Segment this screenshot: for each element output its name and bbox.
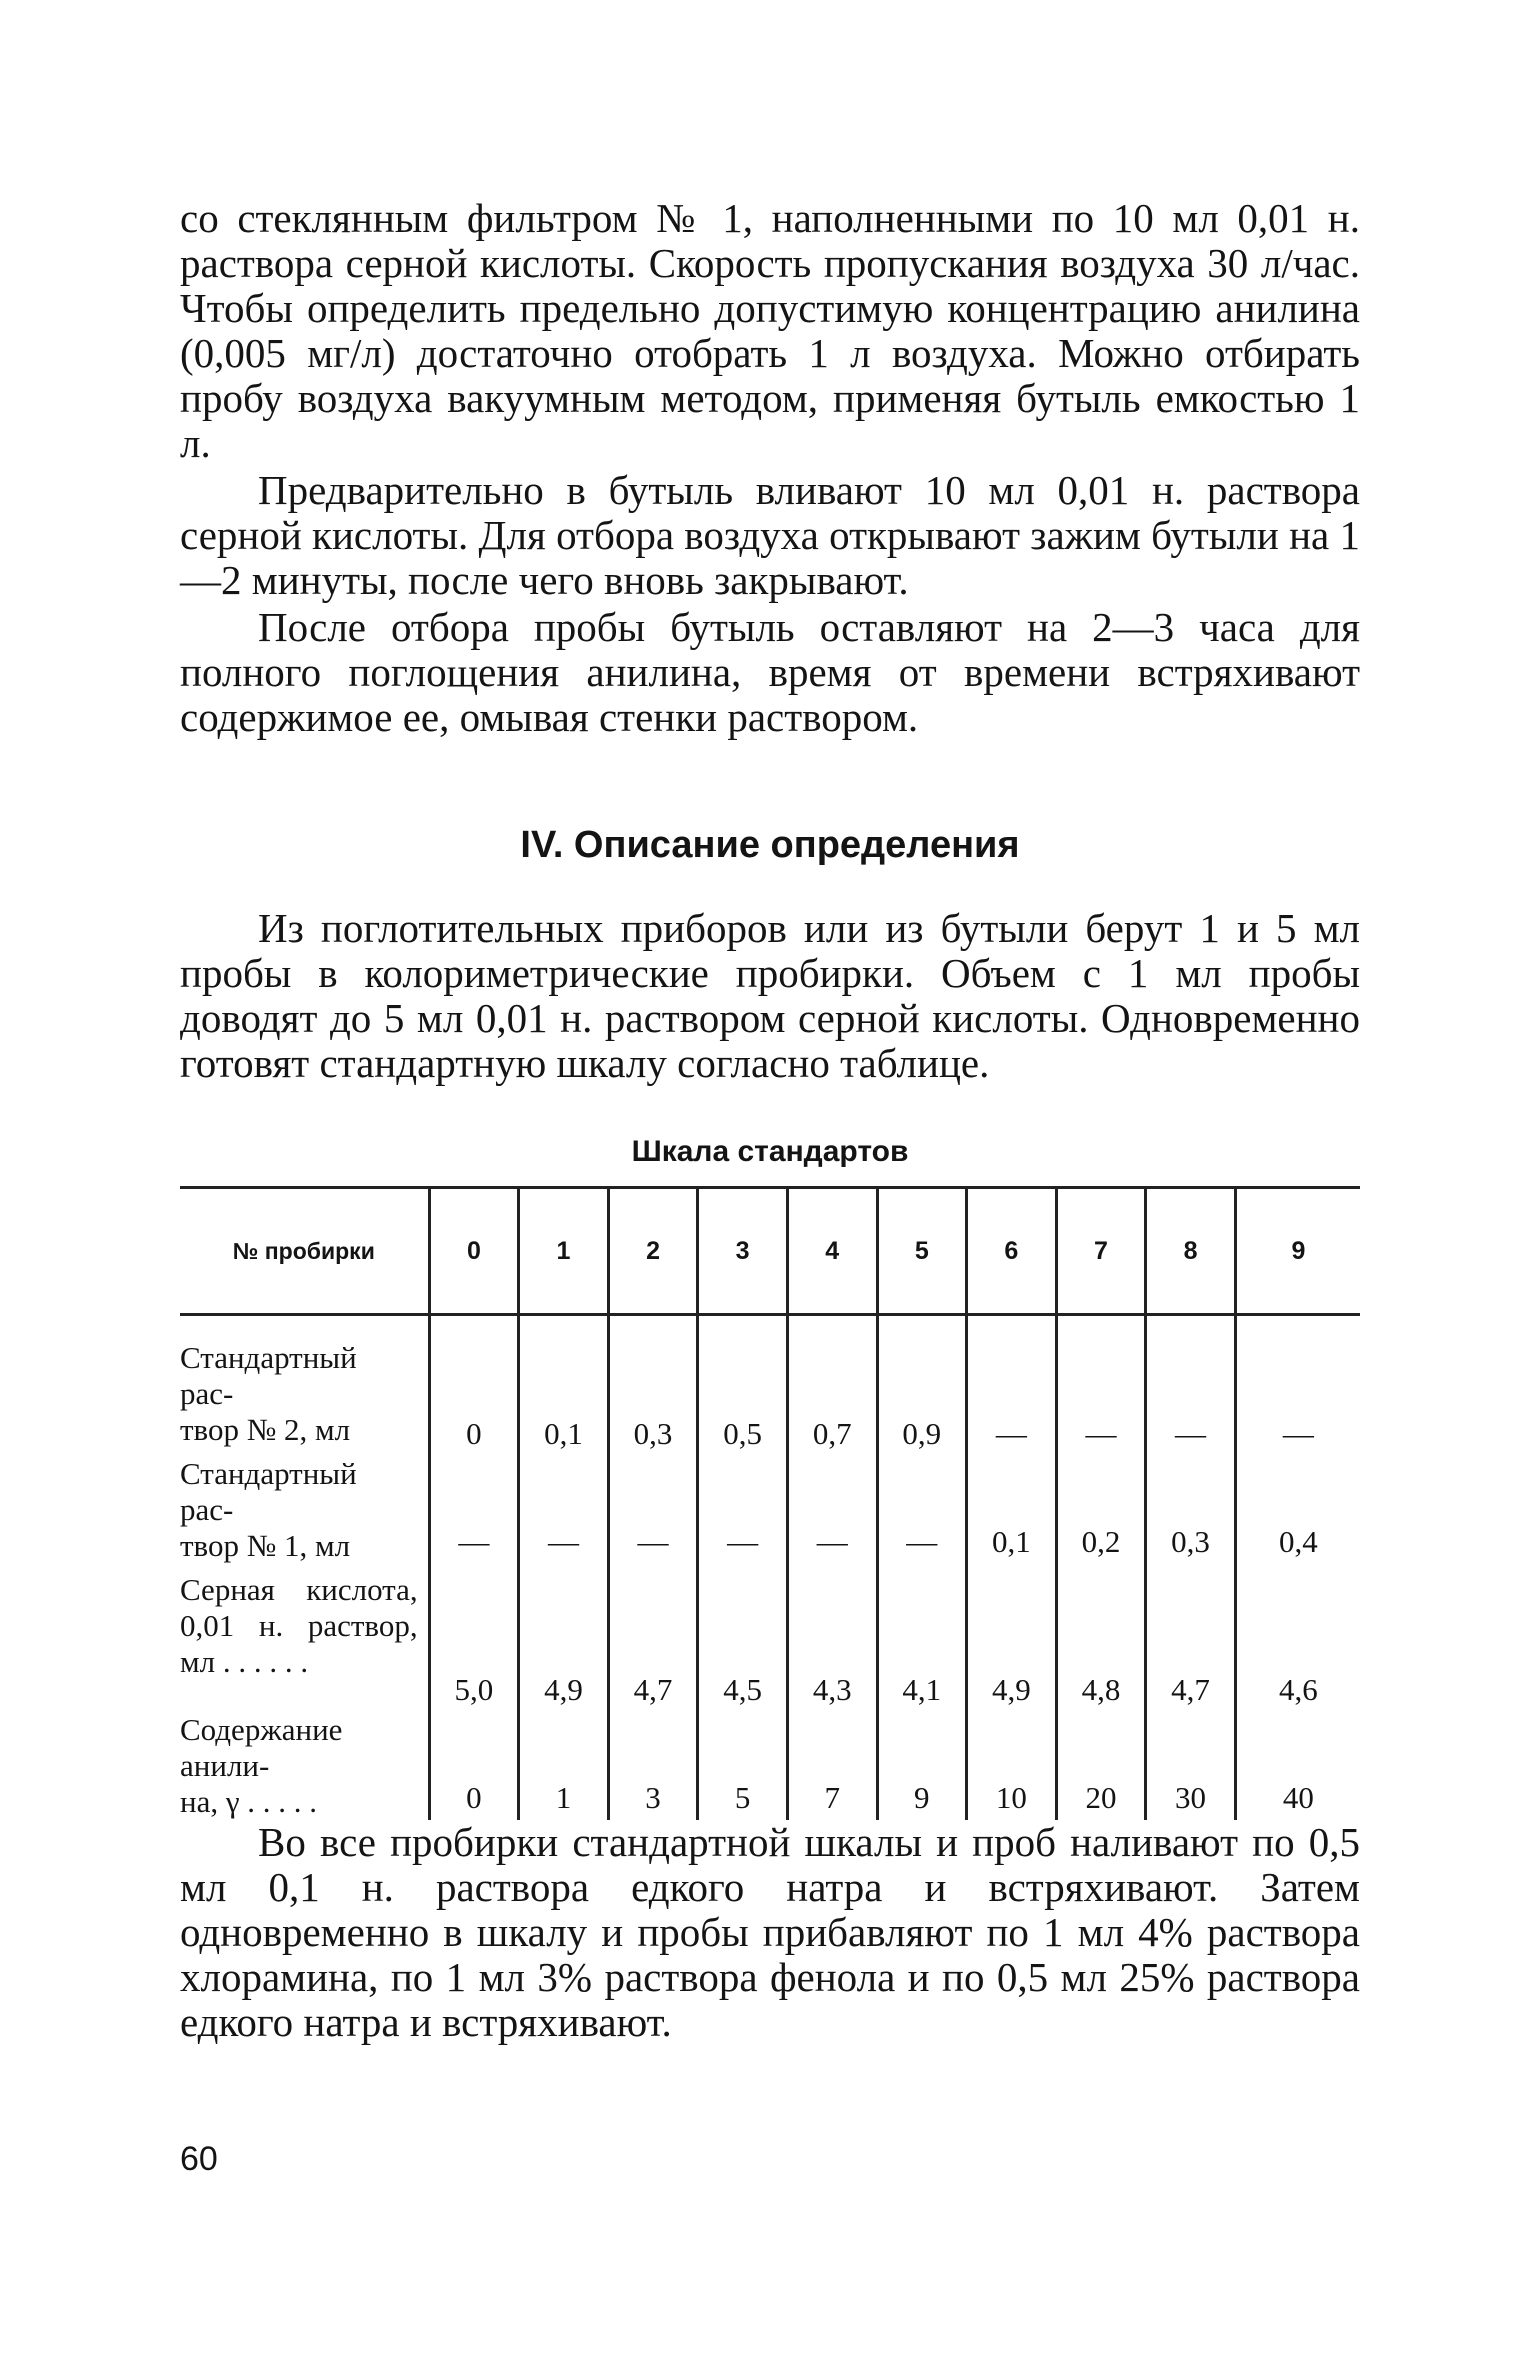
table-cell: 4,7	[1146, 1564, 1236, 1712]
row-label	[180, 1564, 429, 1712]
row-label	[180, 1456, 429, 1564]
table-cell: 0,2	[1056, 1456, 1146, 1564]
table-row	[180, 1315, 1360, 1457]
table-cell: 4,9	[967, 1564, 1057, 1712]
header-col-6: 6	[967, 1188, 1057, 1315]
table-cell: —	[608, 1456, 698, 1564]
table-cell: 0,1	[967, 1456, 1057, 1564]
table-cell: 0,3	[1146, 1456, 1236, 1564]
header-col-5: 5	[877, 1188, 967, 1315]
table-header-row	[180, 1188, 1360, 1315]
header-col-2: 2	[608, 1188, 698, 1315]
table-cell: 5	[698, 1712, 788, 1820]
page-number: 60	[180, 2140, 218, 2178]
header-col-9: 9	[1235, 1188, 1360, 1315]
table-cell: 30	[1146, 1712, 1236, 1820]
table-cell: 4,3	[787, 1564, 877, 1712]
standards-table	[180, 1186, 1360, 1820]
row-label-line: 0,01 н. раствор,	[180, 1608, 418, 1643]
procedure-text	[180, 1820, 1360, 2047]
table-row	[180, 1712, 1360, 1820]
table-cell: 0,5	[698, 1315, 788, 1457]
table-cell: 40	[1235, 1712, 1360, 1820]
table-cell: 4,6	[1235, 1564, 1360, 1712]
table-cell: —	[519, 1456, 609, 1564]
table-row	[180, 1456, 1360, 1564]
table-cell: 0,7	[787, 1315, 877, 1457]
table-cell: —	[1146, 1315, 1236, 1457]
table-body	[180, 1315, 1360, 1821]
table-caption: Шкала стандартов	[631, 1135, 909, 1168]
table-cell: 20	[1056, 1712, 1146, 1820]
table-cell: 4,9	[519, 1564, 609, 1712]
table-cell: 9	[877, 1712, 967, 1820]
row-label-line: твор № 2, мл	[180, 1412, 351, 1447]
table-cell: 4,1	[877, 1564, 967, 1712]
table-cell: 0	[429, 1712, 519, 1820]
table-cell: 3	[608, 1712, 698, 1820]
row-label-line: мл . . . . . .	[180, 1644, 309, 1679]
table-cell: 5,0	[429, 1564, 519, 1712]
header-label: № пробирки	[180, 1188, 429, 1315]
table-cell: 0,4	[1235, 1456, 1360, 1564]
table-cell: 1	[519, 1712, 609, 1820]
paragraph-2: Предварительно в бутыль вливают 10 мл 0,01 н. раствора серной кислоты. Для отбора воздуха открывают зажим бутыли на 1—2 минуты, после чего вновь закрывают.	[180, 467, 1360, 603]
table-cell: —	[967, 1315, 1057, 1457]
intro-text	[180, 196, 1360, 742]
table-row	[180, 1564, 1360, 1712]
table-cell: —	[698, 1456, 788, 1564]
table-cell: —	[429, 1456, 519, 1564]
table-cell: 10	[967, 1712, 1057, 1820]
header-col-7: 7	[1056, 1188, 1146, 1315]
header-col-4: 4	[787, 1188, 877, 1315]
table-cell: —	[787, 1456, 877, 1564]
row-label-line: Серная кислота,	[180, 1572, 418, 1607]
header-col-8: 8	[1146, 1188, 1236, 1315]
paragraph-3: После отбора пробы бутыль оставляют на 2—3 часа для полного поглощения анилина, время от времени встряхивают содержимое ее, омывая стенки раствором.	[180, 604, 1360, 740]
table-cell: 4,7	[608, 1564, 698, 1712]
table-cell: —	[1235, 1315, 1360, 1457]
table-cell: 0	[429, 1315, 519, 1457]
row-label	[180, 1315, 429, 1457]
row-label-line: Стандартный рас-	[180, 1340, 357, 1411]
header-col-1: 1	[519, 1188, 609, 1315]
table-cell: 0,1	[519, 1315, 609, 1457]
section-heading: IV. Описание определения	[520, 824, 1020, 866]
paragraph-1: со стеклянным фильтром № 1, наполненными по 10 мл 0,01 н. раствора серной кислоты. Скорость пропускания воздуха 30 л/час. Чтобы определить предельно допустимую концентрацию анилина (0,005 мг/л) достаточно отобрать 1 л воздуха. Можно отбирать пробу воздуха вакуумным методом, применяя бутыль емкостью 1 л.	[180, 195, 1360, 466]
row-label-line: на, γ . . . . .	[180, 1784, 318, 1819]
description-text	[180, 906, 1360, 1088]
header-col-3: 3	[698, 1188, 788, 1315]
table-cell: 7	[787, 1712, 877, 1820]
row-label	[180, 1712, 429, 1820]
table-cell: —	[1056, 1315, 1146, 1457]
table-cell: 0,3	[608, 1315, 698, 1457]
table-cell: —	[877, 1456, 967, 1564]
paragraph-4: Из поглотительных приборов или из бутыли берут 1 и 5 мл пробы в колориметрические пробирки. Объем с 1 мл пробы доводят до 5 мл 0,01 н. раствором серной кислоты. Одновременно готовят стандартную шкалу согласно таблице.	[180, 905, 1360, 1086]
table-cell: 4,8	[1056, 1564, 1146, 1712]
row-label-line: твор № 1, мл	[180, 1528, 351, 1563]
row-label-line: Содержание анили-	[180, 1712, 343, 1783]
table-cell: 4,5	[698, 1564, 788, 1712]
row-label-line: Стандартный рас-	[180, 1456, 357, 1527]
paragraph-5: Во все пробирки стандартной шкалы и проб наливают по 0,5 мл 0,1 н. раствора едкого натра и встряхивают. Затем одновременно в шкалу и пробы прибавляют по 1 мл 4% раствора хлорамина, по 1 мл 3% раствора фенола и по 0,5 мл 25% раствора едкого натра и встряхивают.	[180, 1819, 1360, 2045]
table-cell: 0,9	[877, 1315, 967, 1457]
header-col-0: 0	[429, 1188, 519, 1315]
